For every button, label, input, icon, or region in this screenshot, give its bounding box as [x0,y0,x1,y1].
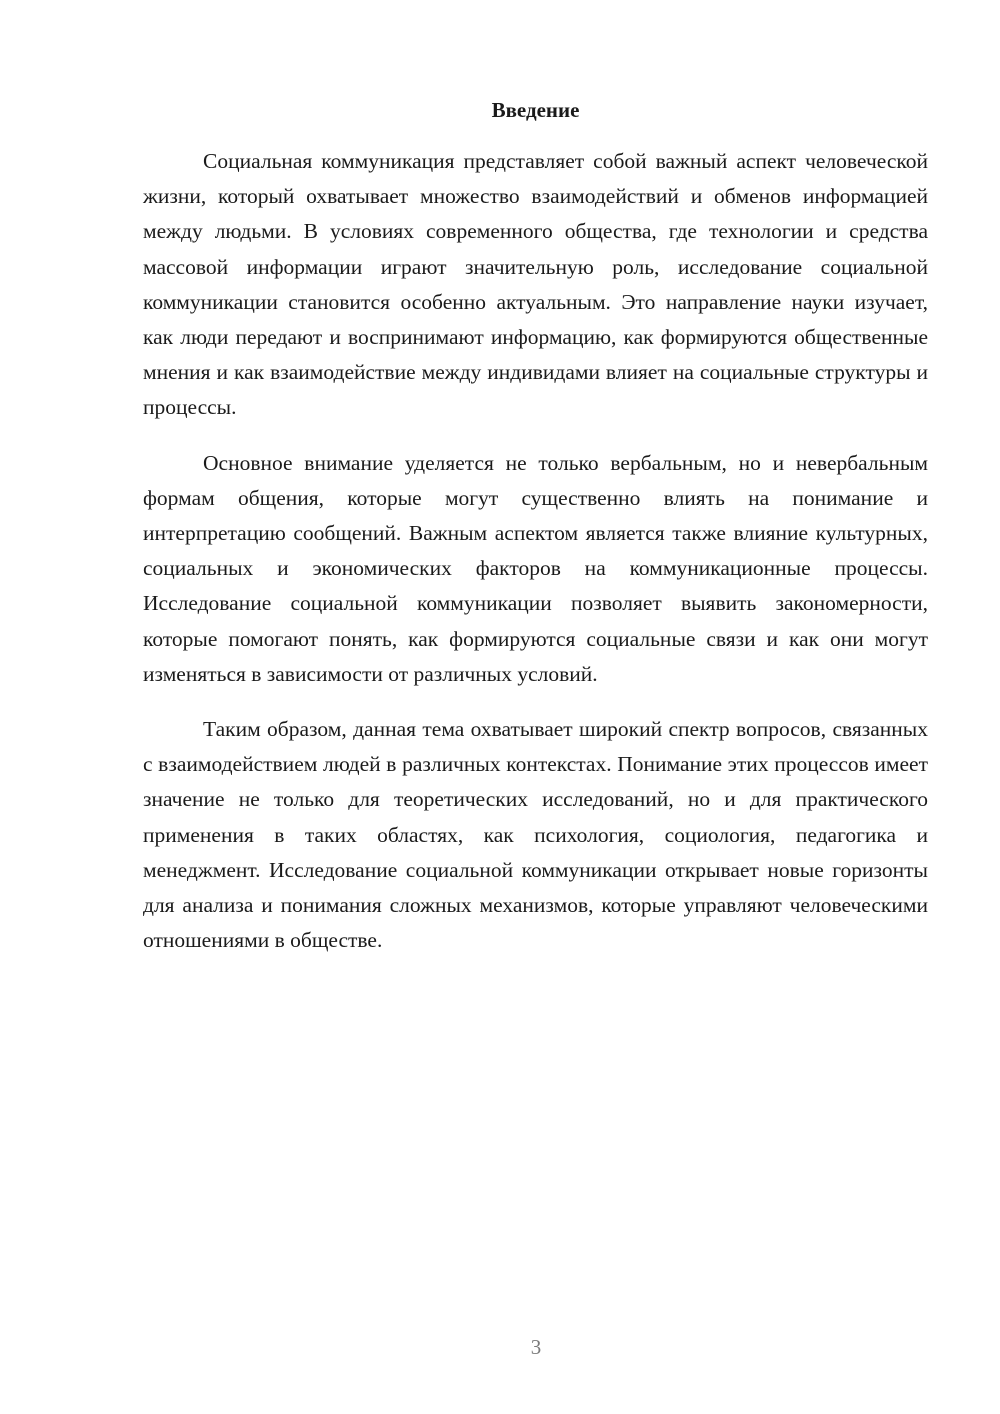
paragraph-1: Социальная коммуникация представляет собой важный аспект человеческой жизни, который охватывает множество взаимодействий и обменов информацией между людьми. В условиях современного общества, где технологии и средства массовой информации играют значительную роль, исследование социальной коммуникации становится особенно актуальным. Это направление науки изучает, как люди передают и воспринимают информацию, как формируются общественные мнения и как взаимодействие между индивидами влияет на социальные структуры и процессы. [143,149,928,420]
paragraph-2: Основное внимание уделяется не только вербальным, но и невербальным формам общения, которые могут существенно влиять на понимание и интерпретацию сообщений. Важным аспектом является также влияние культурных, социальных и экономических факторов на коммуникационные процессы. Исследование социальной коммуникации позволяет выявить закономерности, которые помогают понять, как формируются социальные связи и как они могут изменяться в зависимости от различных условий. [143,450,928,686]
paragraph-3: Таким образом, данная тема охватывает широкий спектр вопросов, связанных с взаимодействием людей в различных контекстах. Понимание этих процессов имеет значение не только для теоретических исследований, но и для практического применения в таких областях, как психология, социология, педагогика и менеджмент. Исследование социальной коммуникации открывает новые горизонты для анализа и понимания сложных механизмов, которые управляют человеческими отношениями в обществе. [143,717,928,953]
page-number: 3 [530,1335,542,1359]
page-content [143,92,928,978]
section-title: Введение [491,98,580,122]
